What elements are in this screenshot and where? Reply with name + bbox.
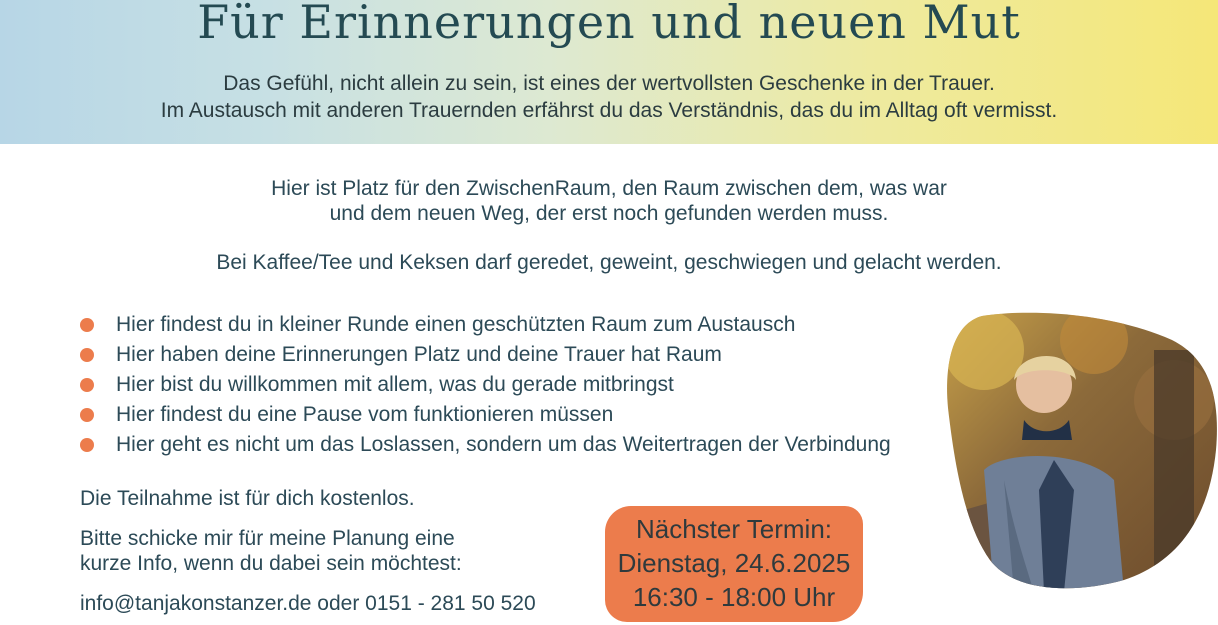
list-item-text: Hier findest du eine Pause vom funktionieren müssen	[116, 403, 614, 426]
bullet-dot-icon	[80, 348, 94, 362]
list-item	[80, 430, 891, 460]
intro-line-1: Hier ist Platz für den ZwischenRaum, den Raum zwischen dem, was war	[271, 177, 947, 200]
list-item	[80, 400, 891, 430]
portrait-photo	[944, 310, 1218, 592]
list-item-text: Hier haben deine Erinnerungen Platz und deine Trauer hat Raum	[116, 343, 722, 366]
list-item	[80, 340, 891, 370]
bullet-dot-icon	[80, 378, 94, 392]
bullet-dot-icon	[80, 408, 94, 422]
bullet-dot-icon	[80, 438, 94, 452]
benefit-list	[80, 310, 891, 460]
contact-info[interactable]: info@tanjakonstanzer.de oder 0151 - 281 50 520	[80, 592, 536, 615]
list-item	[80, 370, 891, 400]
intro-line-3: Bei Kaffee/Tee und Keksen darf geredet, geweint, geschwiegen und gelacht werden.	[216, 251, 1002, 274]
hero-text-line-2: Im Austausch mit anderen Trauernden erfährst du das Verständnis, das du im Alltag oft vermisst.	[160, 99, 1058, 122]
list-item-text: Hier geht es nicht um das Loslassen, sondern um das Weitertragen der Verbindung	[116, 433, 891, 456]
hero-banner	[0, 0, 1218, 144]
list-item-text: Hier findest du in kleiner Runde einen geschützten Raum zum Austausch	[116, 313, 796, 336]
next-date-day: Dienstag, 24.6.2025	[617, 548, 851, 578]
intro-line-2: und dem neuen Weg, der erst noch gefunden werden muss.	[329, 202, 889, 225]
free-participation-text: Die Teilnahme ist für dich kostenlos.	[80, 487, 415, 510]
page-title: Für Erinnerungen und neuen Mut	[197, 0, 1021, 49]
list-item	[80, 310, 891, 340]
registration-request-line-1: Bitte schicke mir für meine Planung eine	[80, 527, 455, 550]
next-date-badge	[605, 506, 863, 622]
registration-request-line-2: kurze Info, wenn du dabei sein möchtest:	[80, 552, 462, 575]
hero-text-line-1: Das Gefühl, nicht allein zu sein, ist eines der wertvollsten Geschenke in der Trauer.	[223, 72, 995, 95]
list-item-text: Hier bist du willkommen mit allem, was du gerade mitbringst	[116, 373, 674, 396]
bullet-dot-icon	[80, 318, 94, 332]
next-date-label: Nächster Termin:	[635, 514, 833, 544]
next-date-time: 16:30 - 18:00 Uhr	[632, 582, 836, 612]
